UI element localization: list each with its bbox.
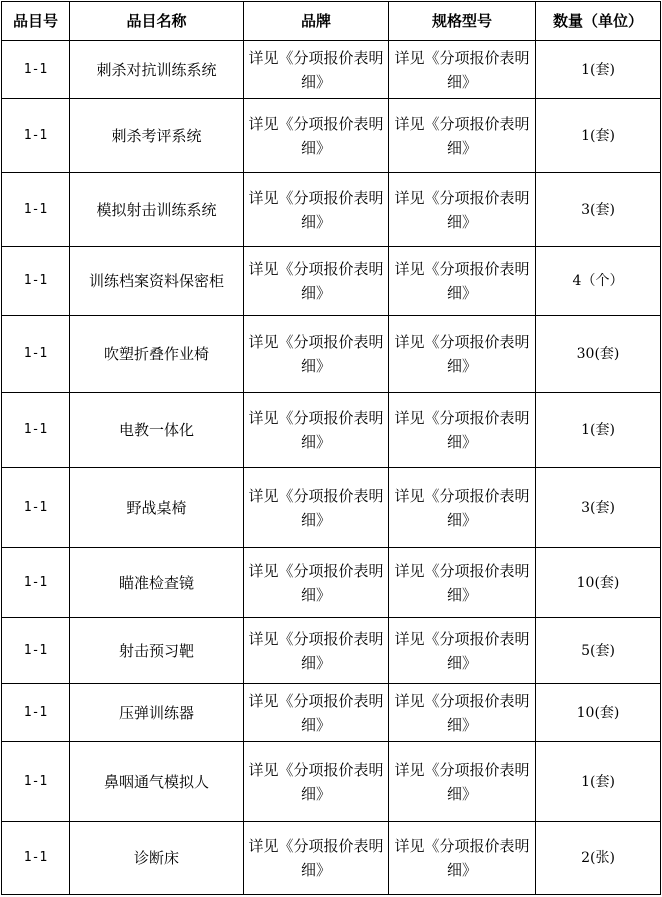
table-row xyxy=(2,99,661,173)
spec-cell: 详见《分项报价表明细》 xyxy=(389,468,536,548)
item-name-cell: 鼻咽通气模拟人 xyxy=(70,742,244,822)
item-name-cell: 压弹训练器 xyxy=(70,684,244,742)
table-row xyxy=(2,548,661,618)
spec-cell: 详见《分项报价表明细》 xyxy=(389,99,536,173)
brand-cell: 详见《分项报价表明细》 xyxy=(244,684,389,742)
item-name-cell: 训练档案资料保密柜 xyxy=(70,247,244,316)
item-name-cell: 野战桌椅 xyxy=(70,468,244,548)
quantity-cell: 4（个） xyxy=(536,247,661,316)
item-name-cell: 诊断床 xyxy=(70,822,244,895)
spec-cell: 详见《分项报价表明细》 xyxy=(389,316,536,393)
item-no-cell: 1-1 xyxy=(2,393,70,468)
item-no-cell: 1-1 xyxy=(2,316,70,393)
item-no-cell: 1-1 xyxy=(2,742,70,822)
brand-cell: 详见《分项报价表明细》 xyxy=(244,99,389,173)
table-row xyxy=(2,41,661,99)
quantity-cell: 1(套) xyxy=(536,742,661,822)
table-row xyxy=(2,618,661,684)
table-row xyxy=(2,173,661,247)
spec-cell: 详见《分项报价表明细》 xyxy=(389,684,536,742)
quantity-cell: 10(套) xyxy=(536,548,661,618)
header-row xyxy=(2,2,661,41)
brand-cell: 详见《分项报价表明细》 xyxy=(244,316,389,393)
table-row xyxy=(2,393,661,468)
quantity-cell: 1(套) xyxy=(536,393,661,468)
table-row xyxy=(2,468,661,548)
item-no-cell: 1-1 xyxy=(2,548,70,618)
item-no-cell: 1-1 xyxy=(2,41,70,99)
item-name-cell: 吹塑折叠作业椅 xyxy=(70,316,244,393)
item-name-cell: 电教一体化 xyxy=(70,393,244,468)
item-no-cell: 1-1 xyxy=(2,173,70,247)
quantity-cell: 5(套) xyxy=(536,618,661,684)
spec-cell: 详见《分项报价表明细》 xyxy=(389,247,536,316)
spec-cell: 详见《分项报价表明细》 xyxy=(389,822,536,895)
item-name-cell: 刺杀考评系统 xyxy=(70,99,244,173)
spec-cell: 详见《分项报价表明细》 xyxy=(389,173,536,247)
quantity-cell: 3(套) xyxy=(536,468,661,548)
brand-cell: 详见《分项报价表明细》 xyxy=(244,468,389,548)
item-no-cell: 1-1 xyxy=(2,247,70,316)
brand-cell: 详见《分项报价表明细》 xyxy=(244,548,389,618)
item-name-cell: 刺杀对抗训练系统 xyxy=(70,41,244,99)
item-no-cell: 1-1 xyxy=(2,618,70,684)
item-table xyxy=(1,1,661,895)
item-no-cell: 1-1 xyxy=(2,99,70,173)
quantity-cell: 2(张) xyxy=(536,822,661,895)
spec-cell: 详见《分项报价表明细》 xyxy=(389,742,536,822)
item-no-cell: 1-1 xyxy=(2,822,70,895)
spec-cell: 详见《分项报价表明细》 xyxy=(389,41,536,99)
spec-cell: 详见《分项报价表明细》 xyxy=(389,393,536,468)
quantity-cell: 30(套) xyxy=(536,316,661,393)
table-row xyxy=(2,684,661,742)
item-name-cell: 模拟射击训练系统 xyxy=(70,173,244,247)
spec-cell: 详见《分项报价表明细》 xyxy=(389,548,536,618)
header-brand: 品牌 xyxy=(244,2,389,41)
brand-cell: 详见《分项报价表明细》 xyxy=(244,173,389,247)
brand-cell: 详见《分项报价表明细》 xyxy=(244,41,389,99)
table-row xyxy=(2,822,661,895)
item-no-cell: 1-1 xyxy=(2,468,70,548)
table-row xyxy=(2,316,661,393)
header-item-no: 品目号 xyxy=(2,2,70,41)
brand-cell: 详见《分项报价表明细》 xyxy=(244,822,389,895)
quantity-cell: 1(套) xyxy=(536,41,661,99)
brand-cell: 详见《分项报价表明细》 xyxy=(244,393,389,468)
header-quantity: 数量（单位） xyxy=(536,2,661,41)
quantity-cell: 10(套) xyxy=(536,684,661,742)
header-spec: 规格型号 xyxy=(389,2,536,41)
item-name-cell: 射击预习靶 xyxy=(70,618,244,684)
quantity-cell: 1(套) xyxy=(536,99,661,173)
quantity-cell: 3(套) xyxy=(536,173,661,247)
table-row xyxy=(2,742,661,822)
brand-cell: 详见《分项报价表明细》 xyxy=(244,742,389,822)
spec-cell: 详见《分项报价表明细》 xyxy=(389,618,536,684)
table-row xyxy=(2,247,661,316)
item-no-cell: 1-1 xyxy=(2,684,70,742)
brand-cell: 详见《分项报价表明细》 xyxy=(244,618,389,684)
item-name-cell: 瞄准检查镜 xyxy=(70,548,244,618)
header-item-name: 品目名称 xyxy=(70,2,244,41)
brand-cell: 详见《分项报价表明细》 xyxy=(244,247,389,316)
